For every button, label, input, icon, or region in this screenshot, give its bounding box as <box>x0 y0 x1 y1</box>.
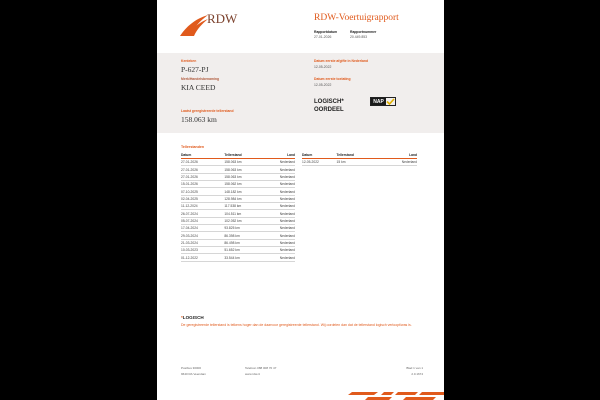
cell-country: Nederland <box>256 217 295 224</box>
first-admission-nl-label: Datum eerste afgifte in Nederland <box>314 59 369 63</box>
col-country: Land <box>371 153 417 159</box>
footer-right-line-1: Blad 1 van 1 <box>406 366 423 370</box>
table-row <box>181 210 295 217</box>
make-label: Merk/Handelsbenaming <box>181 77 220 81</box>
footer-left-line-1: Postbus 30000 <box>181 366 202 370</box>
table-row <box>181 173 295 180</box>
cell-country: Nederland <box>256 225 295 232</box>
cell-country: Nederland <box>256 159 295 166</box>
col-reading: Tellerstand <box>224 153 256 159</box>
table-row <box>181 225 295 232</box>
plate-label: Kenteken <box>181 59 197 63</box>
cell-date: 07-10-2025 <box>181 188 224 195</box>
table-row <box>181 217 295 224</box>
cell-reading: 15 km <box>337 159 372 166</box>
cell-reading: 117.538 km <box>224 203 256 210</box>
cell-date: 11-12-2024 <box>181 203 224 210</box>
logisch-heading <box>181 315 204 320</box>
readings-table-left <box>181 153 295 262</box>
make-value: KIA CEED <box>181 83 216 92</box>
cell-country: Nederland <box>256 181 295 188</box>
table-row <box>181 239 295 246</box>
report-page <box>157 0 444 400</box>
report-number-value: 20.449.853 <box>350 35 367 39</box>
table-row <box>181 232 295 239</box>
cell-reading: 158.063 km <box>224 159 256 166</box>
cell-country: Nederland <box>256 232 295 239</box>
cell-country: Nederland <box>256 254 295 261</box>
first-admission-label: Datum eerste toelating <box>314 77 351 81</box>
cell-reading: 93.825 km <box>224 225 256 232</box>
cell-country: Nederland <box>256 188 295 195</box>
verdict-line-2: OORDEEL <box>314 107 344 113</box>
cell-date: 15-01-2026 <box>181 181 224 188</box>
col-reading: Tellerstand <box>337 153 372 159</box>
col-date: Datum <box>181 153 224 159</box>
table-row <box>181 181 295 188</box>
cell-country: Nederland <box>256 166 295 173</box>
cell-reading: 51.652 km <box>224 247 256 254</box>
vehicle-summary-panel <box>157 53 444 133</box>
cell-date: 26-07-2024 <box>181 210 224 217</box>
footer-right-line-2: 2.0.1674 <box>411 371 423 376</box>
report-date <box>314 30 337 40</box>
verdict-label <box>314 98 344 114</box>
table-row <box>181 195 295 202</box>
cell-date: 02-04-2025 <box>181 195 224 202</box>
cell-date: 12-05-2022 <box>302 159 337 166</box>
report-date-label: Rapportdatum <box>314 30 338 34</box>
table-row <box>181 166 295 173</box>
odometer-label: Laatst geregistreerde tellerstand <box>181 109 234 113</box>
verdict-line-1: LOGISCH* <box>314 99 344 105</box>
cell-reading: 33.544 km <box>224 254 256 261</box>
cell-country: Nederland <box>256 210 295 217</box>
cell-country: Nederland <box>256 247 295 254</box>
cell-reading: 128.984 km <box>224 195 256 202</box>
cell-date: 27-01-2026 <box>181 166 224 173</box>
cell-date: 27-01-2026 <box>181 173 224 180</box>
cell-country: Nederland <box>256 203 295 210</box>
cell-country: Nederland <box>256 239 295 246</box>
footer-address <box>181 366 206 377</box>
nap-badge <box>370 97 396 106</box>
cell-country: Nederland <box>371 159 417 166</box>
cell-reading: 148.182 km <box>224 188 256 195</box>
footer-mid-line-2[interactable]: www.rdw.nl <box>245 371 261 376</box>
logisch-explanation: De geregistreerde tellerstand is telkens hoger dan de daarvoor geregistreerde tellerstand. Wij oordelen dan dat de tellerstand logisch verloopt/was is. <box>181 323 412 327</box>
table-row <box>181 247 295 254</box>
odometer-value: 158.063 km <box>181 115 217 124</box>
col-country: Land <box>256 153 295 159</box>
cell-date: 01-12-2022 <box>181 254 224 261</box>
cell-reading: 104.511 km <box>224 210 256 217</box>
logisch-star: * <box>181 315 183 320</box>
readings-title: Tellerstanden <box>181 145 205 149</box>
cell-date: 27-01-2026 <box>181 159 224 166</box>
table-row <box>181 188 295 195</box>
cell-country: Nederland <box>256 195 295 202</box>
table-row <box>181 159 295 166</box>
cell-reading: 158.063 km <box>224 166 256 173</box>
report-number <box>350 30 376 40</box>
checkmark-icon <box>386 98 395 105</box>
table-row <box>181 203 295 210</box>
cell-date: 05-07-2024 <box>181 217 224 224</box>
report-number-label: Rapportnummer <box>350 30 377 34</box>
cell-reading: 158.062 km <box>224 181 256 188</box>
readings-table-right <box>302 153 417 166</box>
table-row <box>181 254 295 261</box>
cell-reading: 102.052 km <box>224 217 256 224</box>
cell-reading: 86.398 km <box>224 232 256 239</box>
logisch-title: LOGISCH <box>182 315 204 320</box>
cell-reading: 158.063 km <box>224 173 256 180</box>
report-title: RDW-Voertuigrapport <box>314 13 399 23</box>
cell-date: 17-04-2024 <box>181 225 224 232</box>
brand-name: RDW <box>207 11 238 26</box>
decorative-stripes-icon <box>348 388 444 400</box>
first-admission-nl-value: 12-05-2022 <box>314 65 332 69</box>
table-row <box>302 159 417 166</box>
col-date: Datum <box>302 153 337 159</box>
report-date-value: 27-01-2026 <box>314 35 332 39</box>
cell-date: 21-03-2024 <box>181 239 224 246</box>
cell-reading: 86.498 km <box>224 239 256 246</box>
cell-country: Nederland <box>256 173 295 180</box>
first-admission-value: 12-05-2022 <box>314 83 332 87</box>
footer-contact <box>245 366 276 377</box>
footer-left-line-2: 9640 RA Veendam <box>181 371 207 376</box>
plate-value: P-627-PJ <box>181 65 209 74</box>
nap-badge-label: NAP <box>371 98 386 105</box>
cell-date: 10-03-2023 <box>181 247 224 254</box>
footer-mid-line-1: Telefoon 088 008 70 47 <box>245 366 277 370</box>
cell-date: 29-03-2024 <box>181 232 224 239</box>
footer-page-info <box>397 366 423 377</box>
